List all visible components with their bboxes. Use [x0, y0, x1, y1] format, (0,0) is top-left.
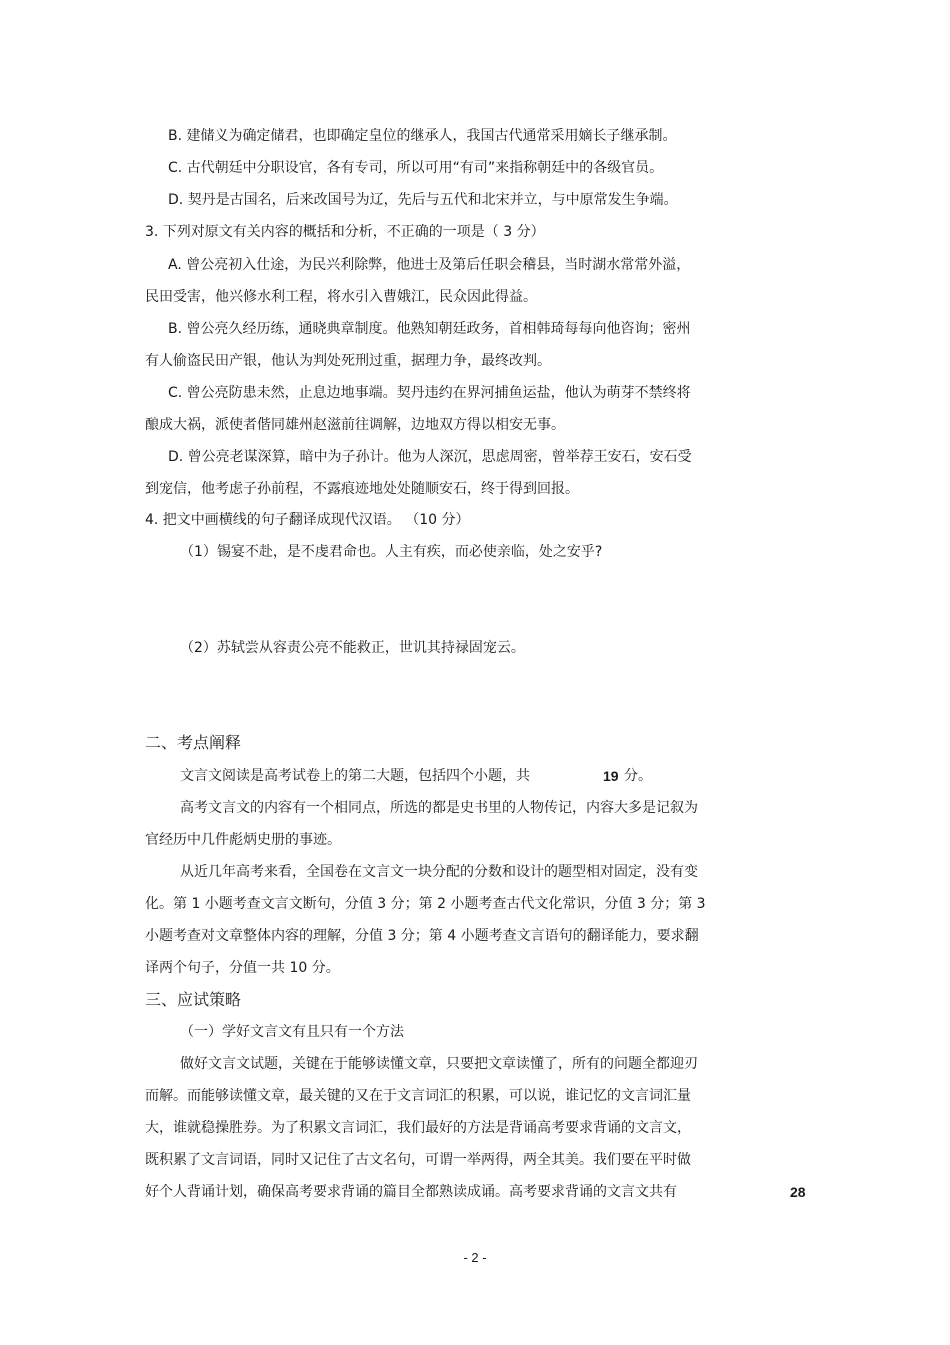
paragraph-4-line3: 大，谁就稳操胜券。为了积累文言词汇，我们最好的方法是背诵高考要求背诵的文言文， — [145, 1120, 691, 1136]
paragraph-2-line2: 官经历中几件彪炳史册的事迹。 — [145, 832, 341, 848]
subsection-1-heading: （一）学好文言文有且只有一个方法 — [180, 1024, 404, 1040]
option-3b-line1: B. 曾公亮久经历练，通晓典章制度。他熟知朝廷政务，首相韩琦每每向他咨询；密州 — [168, 321, 691, 337]
paragraph-1-unit: 分。 — [624, 768, 652, 784]
paragraph-2-line1: 高考文言文的内容有一个相同点，所选的都是史书里的人物传记，内容大多是记叙为 — [180, 800, 698, 816]
option-3b-line2: 有人偷盗民田产银，他认为判处死刑过重，据理力争，最终改判。 — [145, 353, 551, 369]
paragraph-4-line2: 而解。而能够读懂文章，最关键的又在于文言词汇的积累，可以说，谁记忆的文言词汇量 — [145, 1088, 691, 1104]
option-2d: D. 契丹是古国名，后来改国号为辽，先后与五代和北宋并立，与中原常发生争端。 — [168, 192, 678, 208]
paragraph-1-text: 文言文阅读是高考试卷上的第二大题，包括四个小题，共 — [180, 768, 530, 784]
paragraph-4-count: 28 — [790, 1184, 806, 1200]
option-2b: B. 建储义为确定储君，也即确定皇位的继承人，我国古代通常采用嫡长子继承制。 — [168, 128, 677, 144]
paragraph-3-line2: 化。第 1 小题考查文言文断句，分值 3 分；第 2 小题考查古代文化常识，分值 3 分；第 3 — [145, 896, 706, 912]
section-2-heading: 二、考点阐释 — [145, 733, 242, 752]
option-3a-line2: 民田受害，他兴修水利工程，将水引入曹娥江，民众因此得益。 — [145, 289, 537, 305]
option-3d-line2: 到宠信，他考虑子孙前程，不露痕迹地处处随顺安石，终于得到回报。 — [145, 481, 579, 497]
page-number: - 2 - — [463, 1250, 487, 1265]
paragraph-3-line1: 从近几年高考来看，全国卷在文言文一块分配的分数和设计的题型相对固定，没有变 — [180, 864, 698, 880]
option-3a-line1: A. 曾公亮初入仕途，为民兴利除弊，他进士及第后任职会稽县，当时湖水常常外溢， — [168, 257, 691, 273]
section-3-heading: 三、应试策略 — [145, 990, 242, 1009]
option-2c: C. 古代朝廷中分职设官，各有专司，所以可用“有司”来指称朝廷中的各级官员。 — [168, 160, 664, 176]
paragraph-4-line5: 好个人背诵计划，确保高考要求背诵的篇目全都熟读成诵。高考要求背诵的文言文共有 — [145, 1184, 677, 1200]
paragraph-1-score: 19 — [603, 768, 619, 784]
question-3: 3. 下列对原文有关内容的概括和分析，不正确的一项是（ 3 分） — [145, 224, 545, 240]
paragraph-3-line3: 小题考查对文章整体内容的理解，分值 3 分；第 4 小题考查文言语句的翻译能力，要求翻 — [145, 928, 699, 944]
option-3d-line1: D. 曾公亮老谋深算，暗中为子孙计。他为人深沉，思虑周密，曾举荐王安石，安石受 — [168, 449, 692, 465]
paragraph-3-line4: 译两个句子，分值一共 10 分。 — [145, 960, 340, 976]
translation-item-2: （2）苏轼尝从容责公亮不能救正，世讥其持禄固宠云。 — [180, 640, 525, 656]
paragraph-4-line4: 既积累了文言词语，同时又记住了古文名句，可谓一举两得，两全其美。我们要在平时做 — [145, 1152, 691, 1168]
question-4: 4. 把文中画横线的句子翻译成现代汉语。 （10 分） — [145, 512, 470, 528]
option-3c-line2: 酿成大祸，派使者偕同雄州赵滋前往调解，边地双方得以相安无事。 — [145, 417, 565, 433]
paragraph-4-line1: 做好文言文试题，关键在于能够读懂文章，只要把文章读懂了，所有的问题全都迎刃 — [180, 1056, 698, 1072]
translation-item-1: （1）锡宴不赴，是不虔君命也。人主有疾，而必使亲临，处之安乎? — [180, 544, 603, 560]
option-3c-line1: C. 曾公亮防患未然，止息边地事端。契丹违约在界河捕鱼运盐，他认为萌芽不禁终将 — [168, 385, 691, 401]
